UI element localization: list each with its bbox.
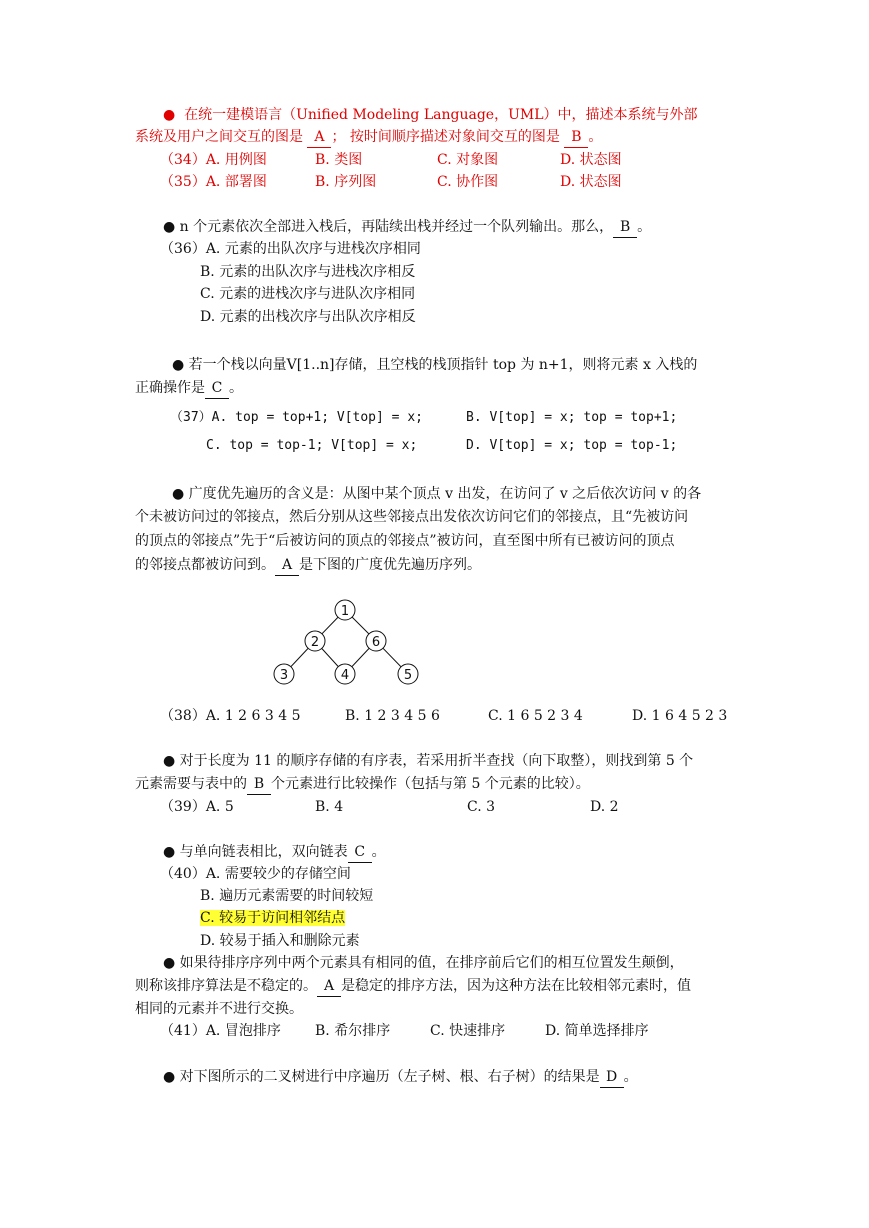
q39-stem-end: 个元素进行比较操作（包括与第 5 个元素的比较）。 (271, 776, 590, 792)
q36-option-a: （36）A. 元素的出队次序与进栈次序相同 (160, 241, 421, 257)
node-4-label: 4 (340, 668, 350, 683)
q38-stem-line4 (135, 555, 481, 575)
q39-stem-line1: ● 对于长度为 11 的顺序存储的有序表，若采用折半查找（向下取整），则找到第 5 个 (163, 753, 694, 769)
q38-stem-text: 的邻接点都被访问到。 (135, 557, 275, 573)
q39-option-a: （39）A. 5 (160, 799, 234, 815)
node-5-label: 5 (403, 668, 413, 683)
q39-option-c: C. 3 (467, 799, 496, 815)
q38-stem-line2: 个未被访问过的邻接点，然后分别从这些邻接点出发依次访问它们的邻接点，且“先被访问 (135, 509, 689, 525)
q37-option-a: （37）A. top = top+1; V[top] = x; (170, 410, 423, 425)
q34-stem-text: 系统及用户之间交互的图是 (135, 129, 303, 145)
q38-stem-line3: 的顶点的邻接点”先于“后被访问的顶点的邻接点”被访问，直至图中所有已被访问的顶点 (135, 533, 675, 549)
q38-option-c: C. 1 6 5 2 3 4 (488, 708, 583, 724)
q34-stem-line2 (135, 127, 602, 147)
q38-option-b: B. 1 2 3 4 5 6 (345, 708, 440, 724)
q35-option-b: B. 序列图 (315, 174, 377, 190)
q36-option-b: B. 元素的出队次序与进栈次序相反 (200, 264, 416, 280)
q37-stem-text: 正确操作是 (135, 380, 205, 396)
q38-option-d: D. 1 6 4 5 2 3 (632, 708, 728, 724)
q40-option-c (200, 908, 345, 928)
q40-option-b: B. 遍历元素需要的时间较短 (200, 888, 374, 904)
node-6-label: 6 (371, 635, 381, 650)
q36-option-c: C. 元素的进栈次序与进队次序相同 (200, 286, 416, 302)
q35-stem-text: ； 按时间顺序描述对象间交互的图是 (331, 129, 560, 145)
q39-option-d: D. 2 (590, 799, 619, 815)
q34-answer: A (307, 127, 331, 148)
q41-option-a: （41）A. 冒泡排序 (160, 1023, 281, 1039)
q34-option-d: D. 状态图 (560, 152, 622, 168)
q42-stem-text: ● 对下图所示的二叉树进行中序遍历（左子树、根、右子树）的结果是 (163, 1069, 600, 1085)
q40-option-d: D. 较易于插入和删除元素 (200, 933, 360, 949)
q41-stem-text: 则称该排序算法是不稳定的。 (135, 978, 317, 994)
graph-figure (260, 592, 430, 692)
q41-stem-line1: ● 如果待排序序列中两个元素具有相同的值，在排序前后它们的相互位置发生颠倒， (163, 955, 684, 971)
q41-stem-line3: 相同的元素并不进行交换。 (135, 1001, 303, 1017)
q40-stem (163, 842, 386, 862)
q34-option-a: （34）A. 用例图 (160, 152, 267, 168)
q36-option-d: D. 元素的出栈次序与出队次序相反 (200, 309, 416, 325)
q37-option-d: D. V[top] = x; top = top-1; (466, 438, 678, 453)
q39-answer: B (247, 774, 271, 795)
q37-stem-line1: ● 若一个栈以向量V[1..n]存储，且空栈的栈顶指针 top 为 n+1，则将元素 x 入栈的 (172, 357, 698, 373)
node-3-label: 3 (279, 668, 289, 683)
q42-stem-end: 。 (623, 1069, 638, 1085)
q42-answer: D (600, 1067, 624, 1088)
node-2-label: 2 (310, 635, 320, 650)
q36-stem-end: 。 (637, 219, 652, 235)
q37-option-b: B. V[top] = x; top = top+1; (466, 410, 678, 425)
q34-stem-end: 。 (588, 129, 603, 145)
q42-stem (163, 1067, 638, 1087)
q40-option-a: （40）A. 需要较少的存储空间 (160, 866, 351, 882)
q35-answer: B (564, 127, 588, 148)
q38-option-a: （38）A. 1 2 6 3 4 5 (160, 708, 301, 724)
q38-answer: A (275, 555, 299, 576)
q37-answer: C (205, 378, 229, 399)
q41-option-b: B. 希尔排序 (315, 1023, 391, 1039)
q41-stem-line2 (135, 976, 691, 996)
q37-stem-end: 。 (229, 380, 243, 396)
q38-stem-line1: ● 广度优先遍历的含义是：从图中某个顶点 v 出发，在访问了 v 之后依次访问 v 的各 (172, 486, 702, 502)
q40-stem-text: ● 与单向链表相比，双向链表 (163, 844, 348, 860)
q40-stem-end: 。 (371, 844, 386, 860)
node-1-label: 1 (340, 604, 350, 619)
q39-stem-text: 元素需要与表中的 (135, 776, 247, 792)
q34-stem-line1: ● 在统一建模语言（Unified Modeling Language，UML）中，描述本系统与外部 (163, 107, 698, 123)
q34-option-b: B. 类图 (315, 152, 363, 168)
q41-answer: A (317, 976, 341, 997)
q35-option-d: D. 状态图 (560, 174, 622, 190)
q35-option-c: C. 协作图 (437, 174, 499, 190)
q41-option-c: C. 快速排序 (430, 1023, 506, 1039)
q40-option-c-highlight: C. 较易于访问相邻结点 (200, 910, 346, 926)
q41-option-d: D. 简单选择排序 (545, 1023, 649, 1039)
q38-stem-end: 是下图的广度优先遍历序列。 (299, 557, 481, 573)
q41-stem-text-2: 是稳定的排序方法，因为这种方法在比较相邻元素时，值 (341, 978, 691, 994)
q40-answer: C (348, 842, 372, 863)
q39-option-b: B. 4 (315, 799, 344, 815)
q39-stem-line2 (135, 774, 590, 794)
q34-option-c: C. 对象图 (437, 152, 499, 168)
q36-stem (163, 217, 651, 237)
q37-stem-line2 (135, 378, 243, 398)
q36-answer: B (613, 217, 637, 238)
q36-stem-text: ● n 个元素依次全部进入栈后，再陆续出栈并经过一个队列输出。那么， (163, 219, 614, 235)
q35-option-a: （35）A. 部署图 (160, 174, 267, 190)
q37-option-c: C. top = top-1; V[top] = x; (206, 438, 418, 453)
